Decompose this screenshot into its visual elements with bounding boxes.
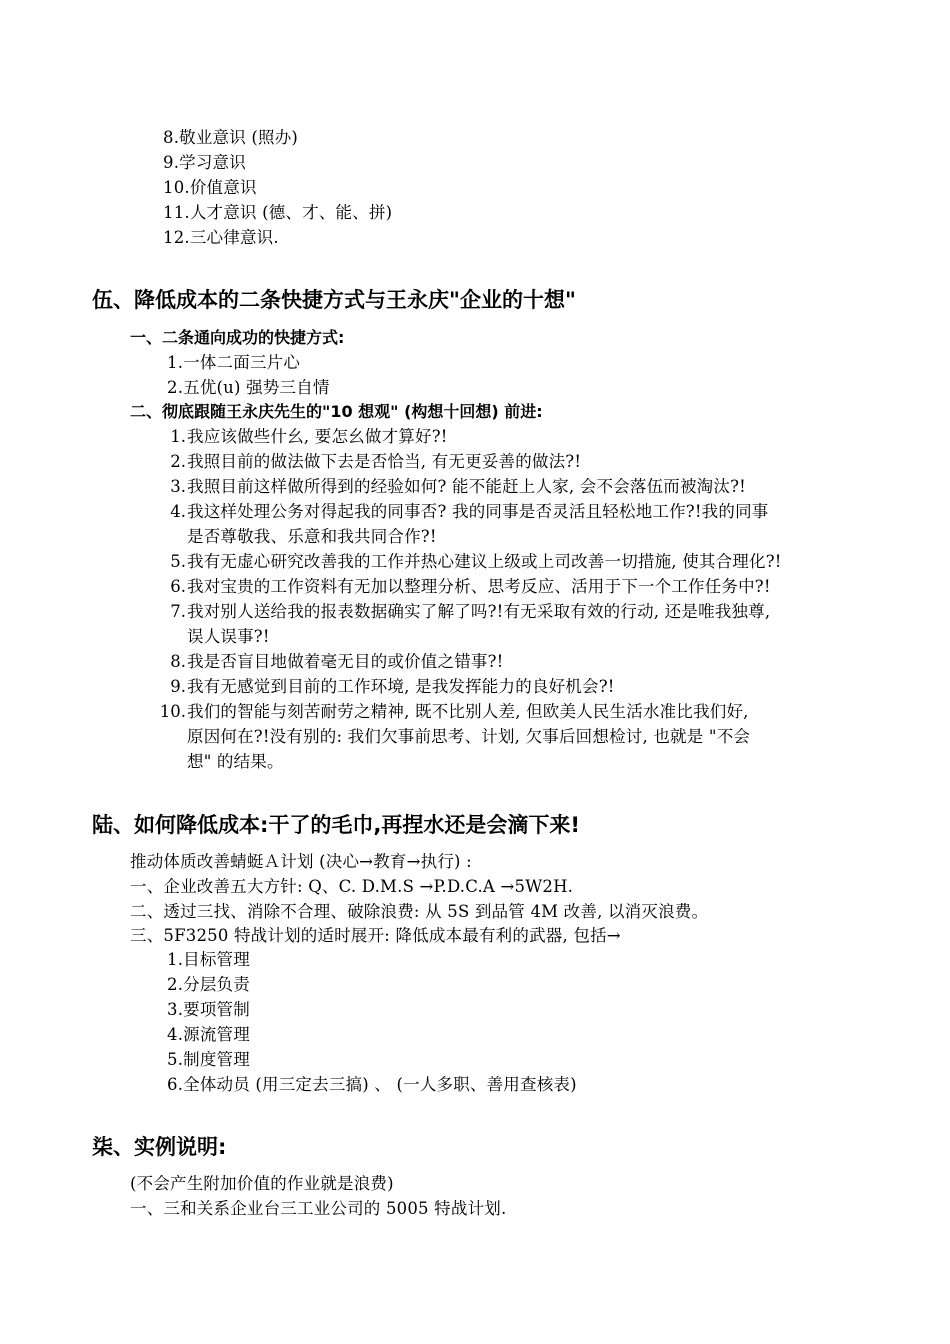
list-item: 4.源流管理 [167, 1025, 250, 1044]
list-item: 我对宝贵的工作资料有无加以整理分析、思考反应、活用于下一个工作任务中?! [187, 577, 771, 596]
list-number: 1. [170, 427, 186, 446]
list-item: 我照目前的做法做下去是否恰当, 有无更妥善的做法?! [187, 452, 582, 471]
list-item: 我有无感觉到目前的工作环境, 是我发挥能力的良好机会?! [187, 677, 615, 696]
list-number: 4. [170, 502, 186, 521]
list-item: 8.敬业意识 (照办) [163, 128, 299, 147]
point-item: 一、三和关系企业台三工业公司的 5005 特战计划. [130, 1199, 507, 1218]
list-item-continuation: 原因何在?!没有别的: 我们欠事前思考、计划, 欠事后回想检讨, 也就是 "不会 [187, 727, 751, 746]
note-text: (不会产生附加价值的作业就是浪费) [130, 1174, 394, 1193]
list-item: 2.五优(u) 强势三自情 [167, 378, 330, 397]
list-item: 12.三心律意识. [163, 228, 279, 247]
point-item: 二、透过三找、消除不合理、破除浪费: 从 5S 到品管 4M 改善, 以消灭浪费。 [130, 902, 709, 921]
list-item: 3.要项管制 [167, 1000, 250, 1019]
list-number: 8. [170, 652, 186, 671]
intro-text: 推动体质改善蜻蜓Ａ计划 (决心→教育→执行) : [130, 852, 472, 871]
list-item: 2.分层负责 [167, 975, 250, 994]
list-item: 10.价值意识 [163, 178, 257, 197]
list-item: 6.全体动员 (用三定去三搞) 、 (一人多职、善用查核表) [167, 1075, 577, 1094]
list-item-continuation: 误人误事?! [187, 627, 270, 646]
list-number: 7. [170, 602, 186, 621]
list-number: 6. [170, 577, 186, 596]
section-heading: 伍、降低成本的二条快捷方式与王永庆"企业的十想" [92, 288, 576, 312]
section-heading: 柒、实例说明: [92, 1135, 227, 1159]
list-number: 5. [170, 552, 186, 571]
list-item: 我这样处理公务对得起我的同事否? 我的同事是否灵活且轻松地工作?!我的同事 [187, 502, 769, 521]
point-item: 一、企业改善五大方针: Q、C. D.M.S →P.D.C.A →5W2H. [130, 877, 574, 896]
point-item: 三、5F3250 特战计划的适时展开: 降低成本最有利的武器, 包括→ [130, 926, 621, 945]
list-item: 我有无虚心研究改善我的工作并热心建议上级或上司改善一切措施, 使其合理化?! [187, 552, 782, 571]
list-item: 5.制度管理 [167, 1050, 250, 1069]
list-item: 11.人才意识 (德、才、能、拼) [163, 203, 393, 222]
list-item-continuation: 想" 的结果。 [187, 752, 284, 771]
list-item-continuation: 是否尊敬我、乐意和我共同合作?! [187, 527, 437, 546]
list-number: 9. [170, 677, 186, 696]
list-item: 1.一体二面三片心 [167, 353, 301, 372]
list-item: 1.目标管理 [167, 950, 250, 969]
list-number: 3. [170, 477, 186, 496]
list-item: 我们的智能与刻苦耐劳之精神, 既不比别人差, 但欧美人民生活水准比我们好, [187, 702, 749, 721]
list-number: 10. [159, 702, 186, 721]
list-item: 我是否盲目地做着毫无目的或价值之错事?! [187, 652, 504, 671]
list-item: 我对别人送给我的报表数据确实了解了吗?!有无采取有效的行动, 还是唯我独尊, [187, 602, 771, 621]
section-heading: 陆、如何降低成本:干了的毛巾,再捏水还是会滴下来! [92, 813, 580, 837]
subsection-heading: 二、彻底跟随王永庆先生的"10 想观" (构想十回想) 前进: [130, 402, 543, 421]
subsection-heading: 一、二条通向成功的快捷方式: [130, 328, 345, 347]
list-item: 我照目前这样做所得到的经验如何? 能不能赶上人家, 会不会落伍而被淘汰?! [187, 477, 746, 496]
list-item: 我应该做些什幺, 要怎幺做才算好?! [187, 427, 448, 446]
list-number: 2. [170, 452, 186, 471]
list-item: 9.学习意识 [163, 153, 246, 172]
